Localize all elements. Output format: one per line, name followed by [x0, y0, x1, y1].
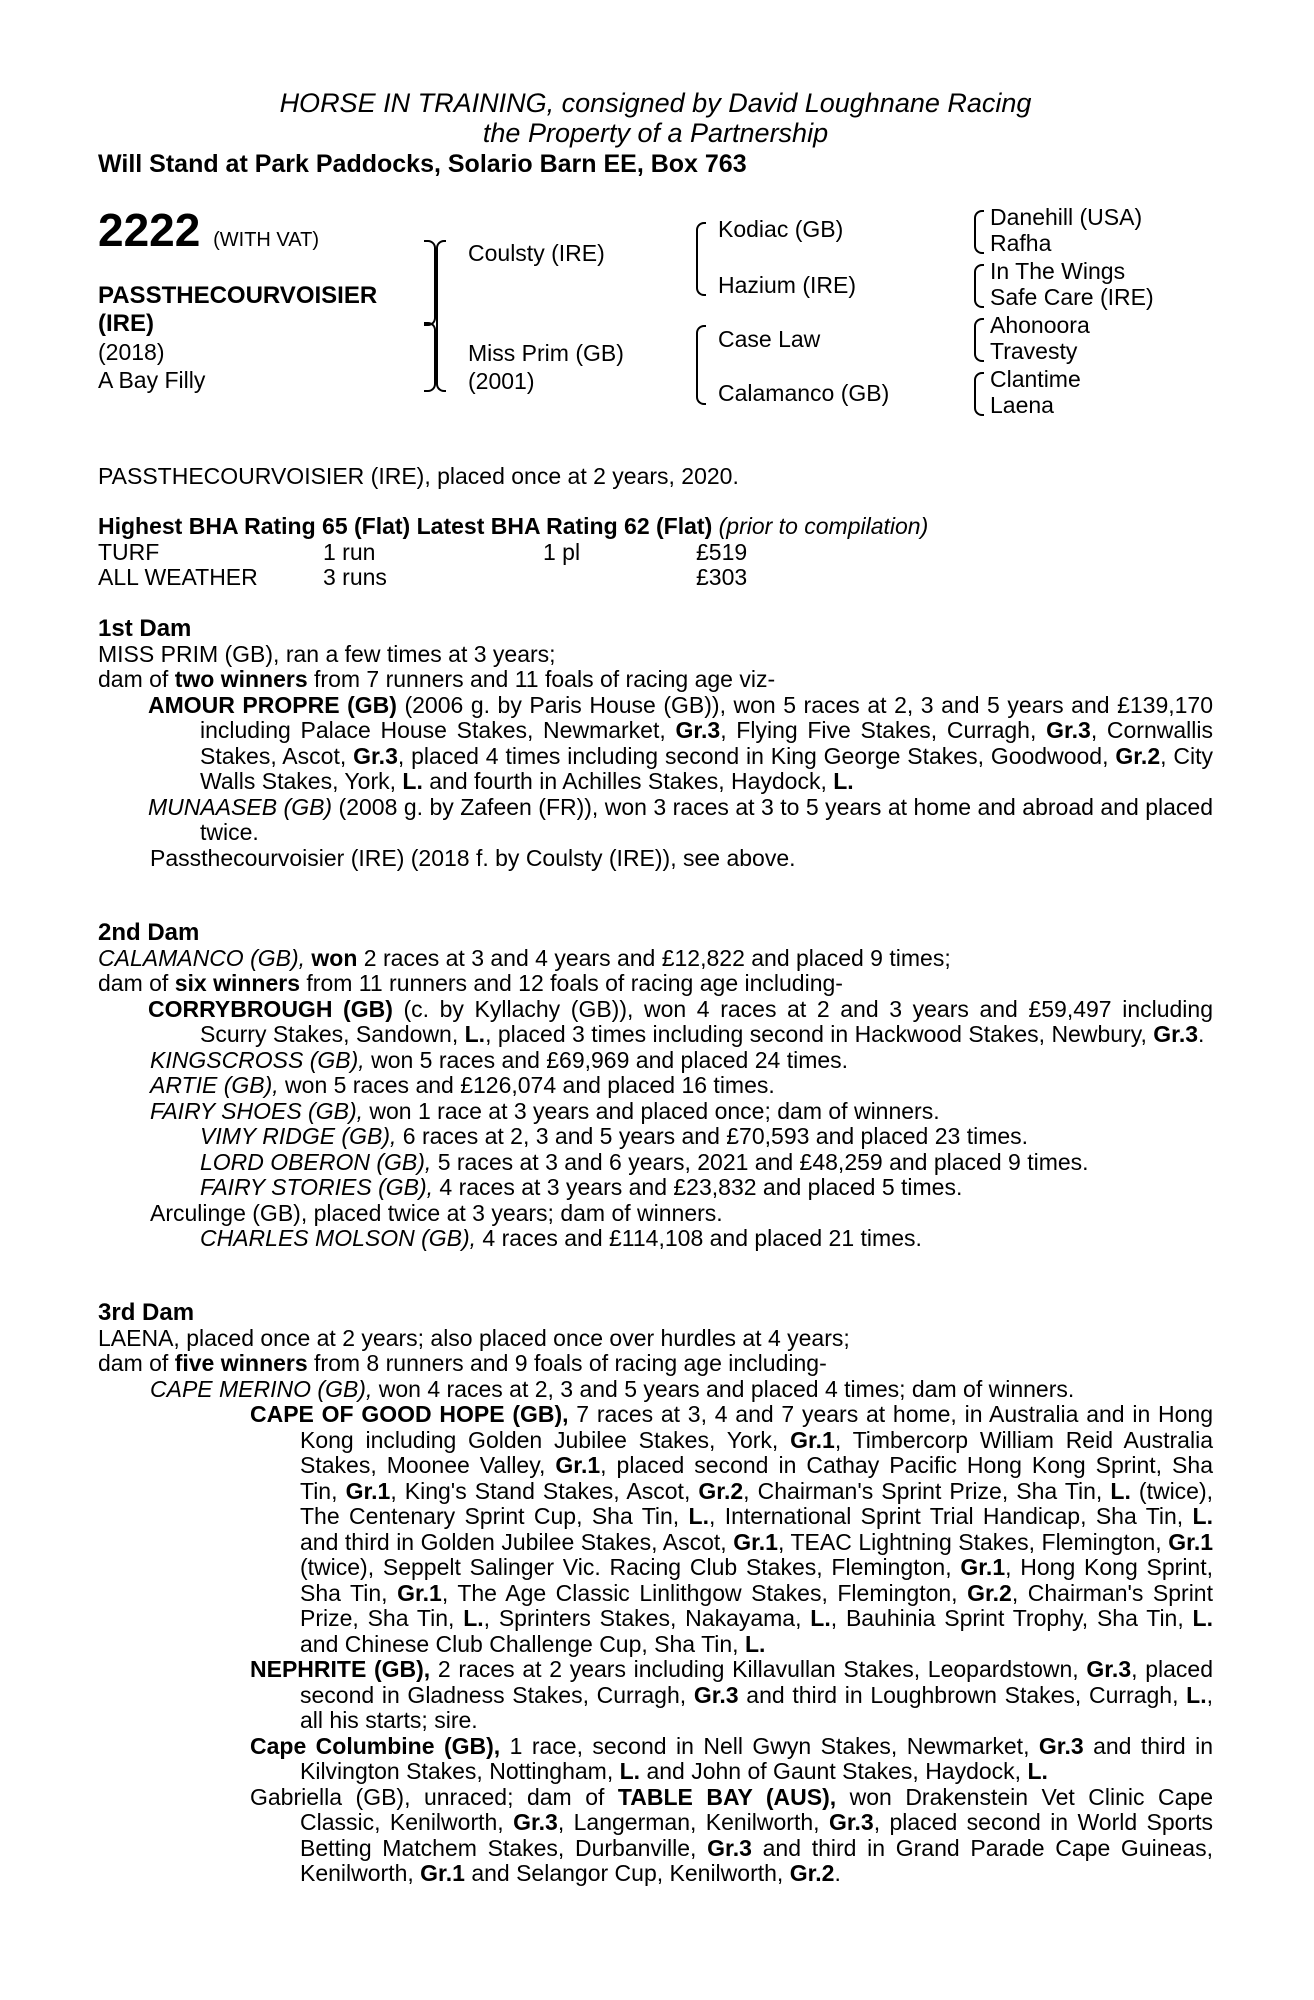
third-dam-produce: dam of five winners from 8 runners and 9 foals of racing age including- — [98, 1350, 827, 1376]
produce-passthecourvoisier: Passthecourvoisier (IRE) (2018 f. by Coulsty (IRE)), see above. — [150, 844, 796, 871]
brace-sire — [424, 240, 436, 326]
catalogue-header — [98, 88, 1198, 180]
first-dam-line: MISS PRIM (GB), ran a few times at 3 years; — [98, 640, 556, 667]
produce-cape-columbine: Cape Columbine (GB), 1 race, second in Nell Gwyn Stakes, Newmarket, Gr.3 and third in Kilvington Stakes, Nottingham, L. and John of Gaunt Stakes, Haydock, L. — [250, 1732, 1213, 1784]
horse-name: PASSTHECOURVOISIER (IRE) — [98, 282, 378, 337]
ped-sds: In The Wings — [990, 258, 1126, 284]
property-line: the Property of a Partnership — [482, 118, 829, 148]
pedigree-block — [98, 200, 1218, 450]
produce-arculinge: Arculinge (GB), placed twice at 3 years; dam of winners. — [150, 1199, 723, 1226]
produce-nephrite: NEPHRITE (GB), 2 races at 2 years including Killavullan Stakes, Leopardstown, Gr.3, placed second in Gladness Stakes, Curragh, Gr.3 and third in Loughbrown Stakes, Curragh, L., all his starts; sire. — [250, 1656, 1213, 1733]
dam-sire: Case Law — [718, 326, 821, 352]
second-dam-line: CALAMANCO (GB), won 2 races at 3 and 4 years and £12,822 and placed 9 times; — [98, 944, 951, 971]
dam: Miss Prim (GB) — [468, 340, 624, 366]
dam-dam: Calamanco (GB) — [718, 380, 890, 406]
brace-dam — [424, 322, 436, 392]
produce-lord-oberon: LORD OBERON (GB), 5 races at 3 and 6 years, 2021 and £48,259 and placed 9 times. — [200, 1148, 1089, 1175]
horse-description: A Bay Filly — [98, 367, 206, 393]
consignor-line: HORSE IN TRAINING, consigned by David Loughnane Racing — [279, 88, 1032, 118]
third-dam-section — [98, 1300, 1213, 1887]
produce-charles-molson: CHARLES MOLSON (GB), 4 races and £114,108 and placed 21 times. — [200, 1225, 922, 1251]
rating-block — [98, 514, 1213, 591]
foaling-year: (2018) — [98, 339, 165, 365]
third-dam-line: LAENA, placed once at 2 years; also placed once over hurdles at 4 years; — [98, 1324, 850, 1351]
produce-munaaseb: MUNAASEB (GB) (2008 g. by Zafeen (FR)), won 3 races at 3 to 5 years at home and abroad and placed twice. — [148, 793, 1213, 845]
record-row: ALL WEATHER 3 runs £303 — [98, 564, 748, 590]
brace-g3-1 — [974, 210, 984, 254]
ped-dds: Clantime — [990, 366, 1081, 392]
produce-fairy-stories: FAIRY STORIES (GB), 4 races at 3 years and £23,832 and placed 5 times. — [200, 1174, 963, 1200]
dam-year: (2001) — [468, 368, 535, 394]
brace-dam-side — [696, 325, 706, 405]
second-dam-title: 2nd Dam — [98, 919, 200, 946]
produce-artie: ARTIE (GB), won 5 races and £126,074 and placed 16 times. — [150, 1072, 775, 1098]
brace-sire-side — [696, 222, 706, 296]
brace-g3-3 — [974, 318, 984, 362]
brace-g3-4 — [974, 372, 984, 416]
ped-sdd: Safe Care (IRE) — [990, 284, 1154, 310]
third-dam-title: 3rd Dam — [98, 1299, 195, 1326]
stand-location: Will Stand at Park Paddocks, Solario Barn EE, Box 763 — [98, 150, 747, 178]
ped-ddd: Laena — [990, 392, 1054, 418]
record-row: TURF 1 run 1 pl £519 — [98, 538, 748, 565]
sire: Coulsty (IRE) — [468, 240, 605, 266]
ped-ssd: Rafha — [990, 230, 1052, 256]
second-dam-produce: dam of six winners from 11 runners and 12 foals of racing age including- — [98, 970, 843, 996]
produce-gabriella: Gabriella (GB), unraced; dam of TABLE BAY (AUS), won Drakenstein Vet Clinic Cape Classic, Kenilworth, Gr.3, Langerman, Kenilworth, Gr.3, placed second in World Sports Betting Matchem Stakes, Durbanville, Gr.3 and third in Grand Parade Cape Guineas, Kenilworth, Gr.1 and Selangor Cup, Kenilworth, Gr.2. — [250, 1783, 1213, 1886]
ped-dss: Ahonoora — [990, 312, 1090, 338]
produce-fairy-shoes: FAIRY SHOES (GB), won 1 race at 3 years and placed once; dam of winners. — [150, 1097, 940, 1124]
second-dam-section — [98, 920, 1213, 1252]
bha-rating: Highest BHA Rating 65 (Flat) Latest BHA Rating 62 (Flat) — [98, 513, 713, 539]
brace-g3-2 — [974, 264, 984, 308]
race-summary: PASSTHECOURVOISIER (IRE), placed once at 2 years, 2020. — [98, 463, 739, 489]
produce-vimy-ridge: VIMY RIDGE (GB), 6 races at 2, 3 and 5 years and £70,593 and placed 23 times. — [200, 1123, 1029, 1149]
sire-dam: Hazium (IRE) — [718, 272, 857, 298]
sire-sire: Kodiac (GB) — [718, 216, 844, 242]
first-dam-title: 1st Dam — [98, 615, 192, 642]
rating-note: (prior to compilation) — [718, 513, 929, 539]
produce-kingscross: KINGSCROSS (GB), won 5 races and £69,969 and placed 24 times. — [150, 1046, 849, 1073]
first-dam-produce: dam of two winners from 7 runners and 11 foals of racing age viz- — [98, 666, 776, 692]
produce-cape-of-good-hope: CAPE OF GOOD HOPE (GB), 7 races at 3, 4 and 7 years at home, in Australia and in Hong Kong including Golden Jubilee Stakes, York, Gr.1, Timbercorp William Reid Australia Stakes, Moonee Valley, Gr.1, placed second in Cathay Pacific Hong Kong Sprint, Sha Tin, Gr.1, King's Stand Stakes, Ascot, Gr.2, Chairman's Sprint Prize, Sha Tin, L. (twice), The Centenary Sprint Cup, Sha Tin, L., International Sprint Trial Handicap, Sha Tin, L. and third in Golden Jubilee Stakes, Ascot, Gr.1, TEAC Lightning Stakes, Flemington, Gr.1 (twice), Seppelt Salinger Vic. Racing Club Stakes, Flemington, Gr.1, Hong Kong Sprint, Sha Tin, Gr.1, The Age Classic Linlithgow Stakes, Flemington, Gr.2, Chairman's Sprint Prize, Sha Tin, L., Sprinters Stakes, Nakayama, L., Bauhinia Sprint Trophy, Sha Tin, L. and Chinese Club Challenge Cup, Sha Tin, L. — [250, 1401, 1214, 1657]
ped-dsd: Travesty — [990, 338, 1078, 364]
ped-sss: Danehill (USA) — [990, 204, 1143, 230]
produce-amour-propre: AMOUR PROPRE (GB) (2006 g. by Paris House (GB)), won 5 races at 2, 3 and 5 years and £139,170 including Palace House Stakes, Newmarket, Gr.3, Flying Five Stakes, Curragh, Gr.3, Cornwallis Stakes, Ascot, Gr.3, placed 4 times including second in King George Stakes, Goodwood, Gr.2, City Walls Stakes, York, L. and fourth in Achilles Stakes, Haydock, L. — [148, 691, 1213, 794]
lot-number: 2222 (WITH VAT) — [98, 204, 320, 256]
produce-cape-merino: CAPE MERINO (GB), won 4 races at 2, 3 and 5 years and placed 4 times; dam of winners. — [150, 1375, 1075, 1402]
brace-gen1 — [436, 240, 446, 392]
produce-corrybrough: CORRYBROUGH (GB) (c. by Kyllachy (GB)), won 4 races at 2 and 3 years and £59,497 including Scurry Stakes, Sandown, L., placed 3 times including second in Hackwood Stakes, Newbury, Gr.3. — [148, 995, 1213, 1047]
first-dam-section — [98, 616, 1213, 871]
